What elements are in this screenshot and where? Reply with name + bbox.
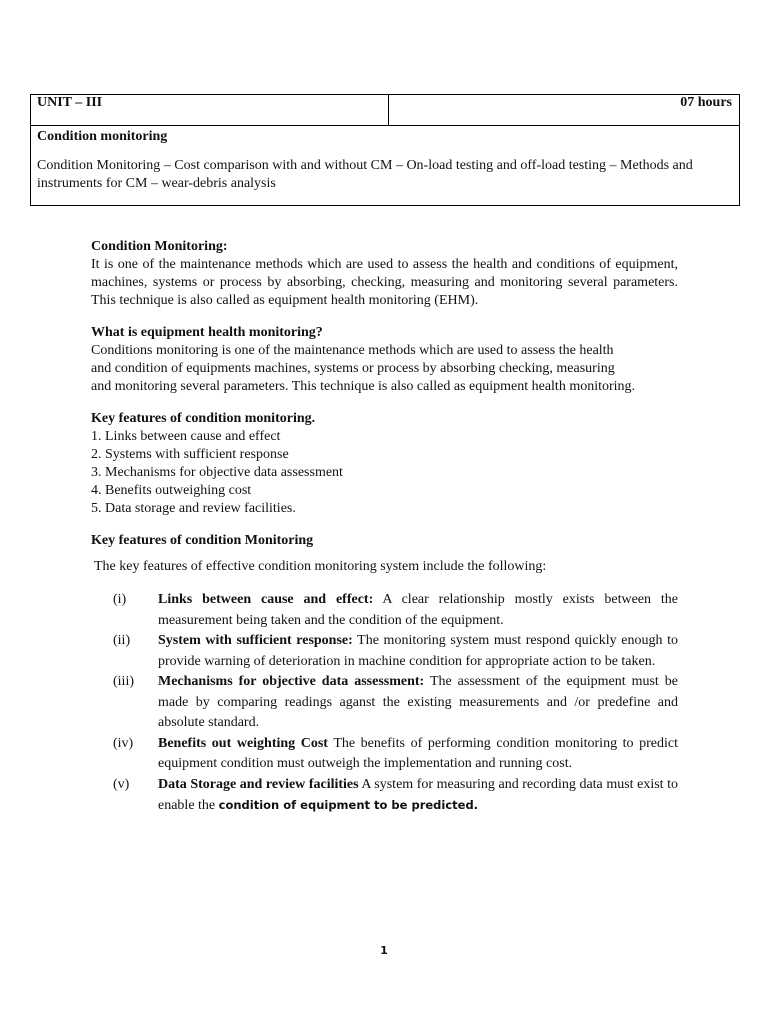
unit-body [31,126,739,205]
section-title: Condition Monitoring: [91,239,228,254]
feature-heading: System with sufficient response: [158,633,353,648]
paragraph-line: and condition of equipments machines, systems or process by absorbing checking, measuring [91,361,615,376]
list-item [91,734,678,775]
page-number: 1 [380,944,388,957]
paragraph-line: Conditions monitoring is one of the maintenance methods which are used to assess the health [91,343,614,358]
list-item [91,672,678,734]
feature-heading: Mechanisms for objective data assessment: [158,674,425,689]
unit-header-row [31,95,739,126]
feature-description: The monitoring system must respond quickly enough to provide warning of deterioration in machine condition for appropriate action to be taken. [158,633,678,669]
feature-number: (ii) [113,633,131,648]
feature-text [158,672,678,734]
feature-text [158,631,678,672]
feature-number: (v) [113,776,130,792]
feature-number: (i) [113,592,127,607]
feature-heading: Benefits out weighting Cost [158,735,328,751]
unit-label: UNIT – III [31,95,389,125]
list-item: 4. Benefits outweighing cost [91,483,252,498]
feature-text [158,734,678,775]
section-key-features-short [91,410,678,518]
feature-text [158,590,678,631]
section-intro: The key features of effective condition monitoring system include the following: [94,559,547,574]
feature-number: (iv) [113,735,134,751]
section-paragraph: It is one of the maintenance methods which are used to assess the health and conditions of equipment, machines, systems or process by absorbing, checking, measuring and monitoring several parameters. This technique is also called as equipment health monitoring (EHM). [91,257,678,308]
feature-description: A clear relationship mostly exists between the measurement being taken and the condition of the equipment. [158,592,678,628]
feature-list [91,590,678,817]
list-item [91,631,678,672]
unit-table [30,94,740,206]
feature-number: (iii) [113,674,134,689]
list-item: 5. Data storage and review facilities. [91,501,296,516]
feature-description: The benefits of performing condition monitoring to predict equipment condition must outweigh the implementation and running cost. [158,735,679,771]
feature-heading: Links between cause and effect: [158,592,374,607]
feature-text [158,775,678,817]
feature-heading: Data Storage and review facilities [158,776,359,792]
section-title: Key features of condition Monitoring [91,533,314,548]
list-item: 2. Systems with sufficient response [91,447,289,462]
section-equipment-health-monitoring [91,324,678,396]
unit-topic-description: Condition Monitoring – Cost comparison with and without CM – On-load testing and off-load testing – Methods and instruments for CM – wear-debris analysis [37,158,693,191]
unit-hours: 07 hours [680,95,732,110]
list-item [91,775,678,817]
section-condition-monitoring [91,238,678,310]
section-title: What is equipment health monitoring? [91,325,323,340]
feature-description-tail: condition of equipment to be predicted. [218,798,479,812]
paragraph-line: and monitoring several parameters. This technique is also called as equipment health monitoring. [91,379,636,394]
list-item: 3. Mechanisms for objective data assessment [91,465,343,480]
feature-description: The assessment of the equipment must be made by comparing readings aganst the existing measurements and /or predefine and absolute standard. [158,674,678,730]
unit-topic-title: Condition monitoring [37,129,168,144]
section-title: Key features of condition monitoring. [91,411,316,426]
feature-description: A system for measuring and recording data must exist to enable the [158,776,678,813]
section-key-features-detail [91,532,678,817]
list-item [91,590,678,631]
list-item: 1. Links between cause and effect [91,429,281,444]
page-content [91,238,678,817]
